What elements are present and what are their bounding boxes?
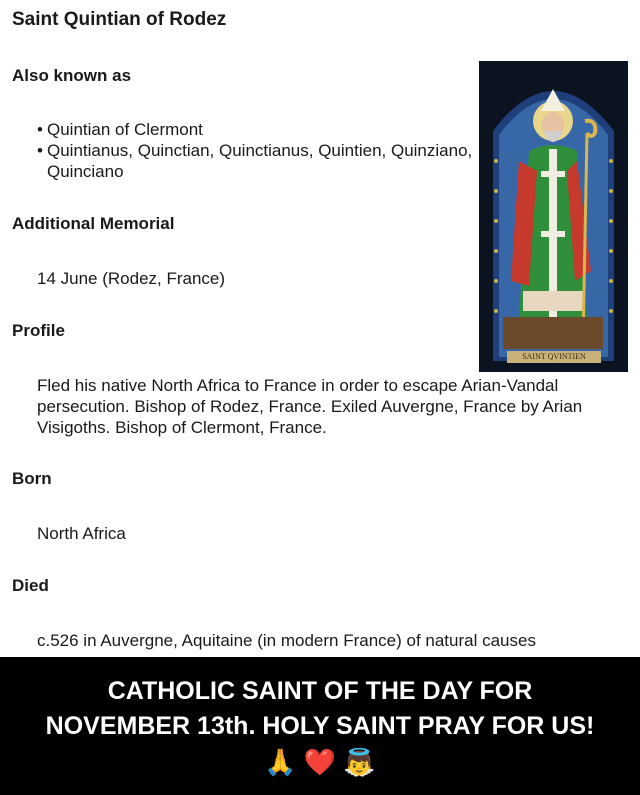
heading-also-known-as: Also known as: [12, 66, 132, 85]
born-text: North Africa: [37, 524, 126, 543]
died-text: c.526 in Auvergne, Aquitaine (in modern France) of natural causes: [37, 631, 536, 650]
list-item: • Quintian of Clermont: [37, 119, 477, 140]
heading-profile: Profile: [12, 321, 65, 340]
emoji-row: 🙏 ❤️ 👼: [264, 747, 376, 777]
page-title: Saint Quintian of Rodez: [12, 9, 227, 30]
banner-line-2: NOVEMBER 13th. HOLY SAINT PRAY FOR US!: [45, 712, 595, 740]
image-caption: SAINT QVINTIEN: [522, 352, 586, 361]
heading-born: Born: [12, 469, 52, 488]
banner: [0, 657, 640, 795]
profile-text: Fled his native North Africa to France in order to escape Arian-Vandal persecution. Bishop of Rodez, France. Exiled Auvergne, France by Arian Visigoths. Bishop of Clermont, France.: [37, 376, 583, 437]
stained-glass-image: [479, 61, 628, 372]
heading-died: Died: [12, 576, 49, 595]
banner-line-1: CATHOLIC SAINT OF THE DAY FOR: [107, 677, 533, 705]
list-item: • Quintianus, Quinctian, Quinctianus, Quintien, Quinziano, Quinciano: [37, 140, 477, 182]
aka-list: [37, 119, 477, 182]
heading-additional-memorial: Additional Memorial: [12, 214, 175, 233]
memorial-text: 14 June (Rodez, France): [37, 269, 226, 288]
